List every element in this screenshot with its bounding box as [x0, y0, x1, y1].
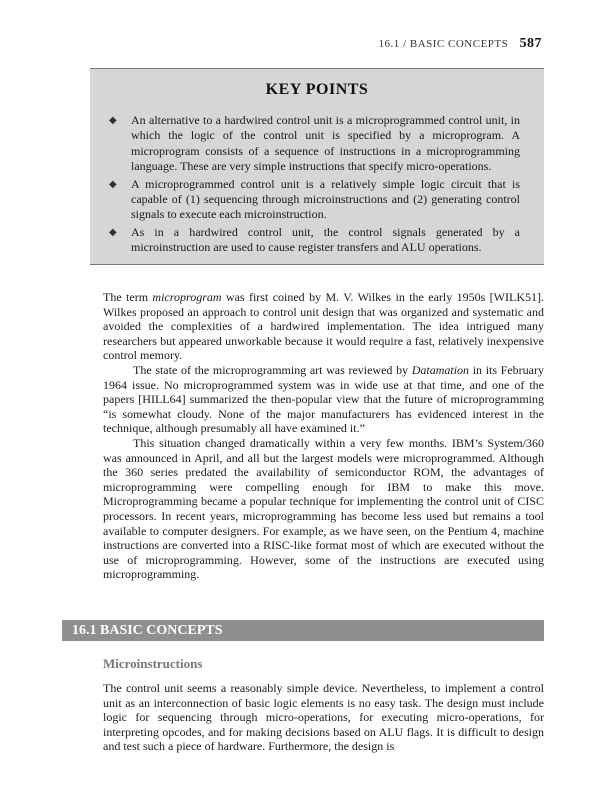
- subsection-heading: Microinstructions: [103, 656, 203, 671]
- key-point-item: [90, 225, 544, 256]
- section-heading: 16.1 BASIC CONCEPTS: [62, 620, 544, 641]
- key-point-item: [90, 113, 544, 175]
- text-run: in its February 1964 issue. No microprogrammed system was in wide use at that time, and one of the papers [HILL64] summarized the then-popular view that the future of microprogramming “is somewhat cloudy. None of the major manufacturers has evidenced interest in the technique, although presumably all have examined it.”: [103, 362, 544, 436]
- section-body: [103, 681, 544, 754]
- section-paragraph-1: The control unit seems a reasonably simple device. Nevertheless, to implement a control unit as an interconnection of basic logic elements is no easy task. The design must include logic for sequencing through micro-operations, for executing micro-operations, for interpreting opcodes, and for making decisions based on ALU flags. It is difficult to design and test such a piece of hardware. Furthermore, the design is: [103, 681, 544, 754]
- emphasis: Datamation: [411, 362, 470, 377]
- key-point-text: As in a hardwired control unit, the control signals generated by a microinstruction are used to cause register transfers and ALU operations.: [131, 224, 520, 255]
- key-point-item: [90, 177, 544, 223]
- text-run: The state of the microprogramming art was reviewed by: [133, 362, 412, 377]
- intro-paragraph-1: [103, 290, 544, 363]
- diamond-bullet-icon: ◆: [109, 178, 117, 190]
- emphasis: microprogram: [152, 290, 222, 304]
- running-head: [379, 36, 542, 52]
- key-point-text: An alternative to a hardwired control unit is a microprogrammed control unit, in which the logic of the control unit is specified by a microprogram. A microprogram consists of a sequence of instructions in a microprogramming language. These are very simple instructions that specify micro-operations.: [131, 113, 520, 174]
- page-number: 587: [519, 36, 542, 51]
- key-points-title: KEY POINTS: [265, 81, 369, 98]
- text-run: was first coined by M. V. Wilkes in the early 1950s [WILK51]. Wilkes proposed an approach to control unit design that was organized and systematic and avoided the complexities of a hardwired implementation. The idea intrigued many researchers but appeared unworkable because it would require a fast, relatively inexpensive control memory.: [103, 290, 544, 363]
- key-points-box: [90, 68, 544, 265]
- key-point-text: A microprogrammed control unit is a relatively simple logic circuit that is capable of (1) sequencing through microinstructions and (2) generating control signals to execute each microinstruction.: [131, 176, 520, 222]
- intro-paragraph-2: [103, 363, 544, 436]
- text-run: The term: [103, 290, 153, 304]
- intro-paragraph-3: This situation changed dramatically within a very few months. IBM’s System/360 was announced in April, and all but the largest models were microprogrammed. Although the 360 series predated the availability of semiconductor ROM, the advantages of microprogramming were compelling enough for IBM to make this move. Microprogramming became a popular technique for implementing the control unit of CISC processors. In recent years, microprogramming has become less used but remains a tool available to computer designers. For example, as we have seen, on the Pentium 4, machine instructions are converted into a RISC-like format most of which are executed without the use of microprogramming. However, some of the instructions are executed using microprogramming.: [103, 435, 544, 582]
- intro-body: [103, 290, 544, 582]
- diamond-bullet-icon: ◆: [109, 226, 117, 238]
- diamond-bullet-icon: ◆: [109, 115, 117, 126]
- running-title: 16.1 / BASIC CONCEPTS: [378, 38, 509, 50]
